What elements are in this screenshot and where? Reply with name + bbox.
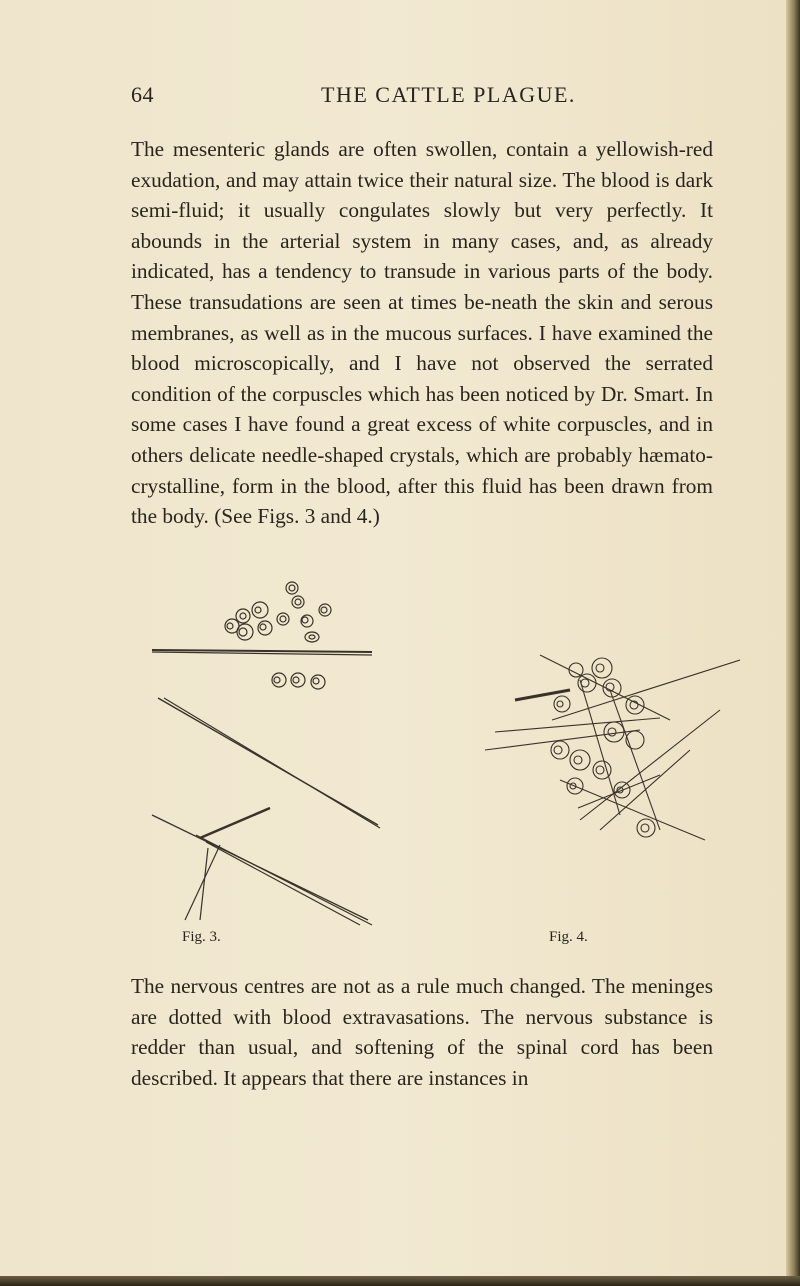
fig3-illustration [152, 582, 380, 925]
book-bottom-edge [0, 1276, 800, 1286]
needle-crystals [152, 650, 380, 925]
fig4-illustration [485, 655, 740, 840]
microscopy-illustrations [140, 580, 740, 950]
figure-area [140, 580, 740, 950]
fig3-caption: Fig. 3. [182, 929, 221, 945]
paragraph-blood-description: The mesenteric glands are often swollen, contain a yellowish-red exudation, and may attain twice their natural size. The blood is dark semi-fluid; it usually congulates slowly but very perfectly. It abounds in the arterial system in many cases, and, as already indicated, has a tendency to transude in various parts of the body. These transudations are seen at times be-neath the skin and serous membranes, as well as in the mucous surfaces. I have examined the blood microscopically, and I have not observed the serrated condition of the corpuscles which has been noticed by Dr. Smart. In some cases I have found a great excess of white corpuscles, and in others delicate needle-shaped crystals, which are probably hæmato-crystalline, form in the blood, after this fluid has been drawn from the body. (See Figs. 3 and 4.) [131, 137, 713, 529]
book-edge [786, 0, 800, 1286]
paragraph-nervous-centres: The nervous centres are not as a rule much changed. The meninges are dotted with blood extravasations. The nervous substance is redder than usual, and softening of the spinal cord has been described. It appears that there are instances in [131, 974, 713, 1090]
crystal-bundle [485, 655, 740, 840]
page-header [131, 82, 713, 122]
clustered-corpuscles [551, 658, 655, 837]
fig4-caption: Fig. 4. [549, 929, 588, 945]
page-number: 64 [131, 82, 154, 107]
running-title: THE CATTLE PLAGUE. [321, 82, 576, 107]
blood-corpuscles [225, 582, 331, 689]
